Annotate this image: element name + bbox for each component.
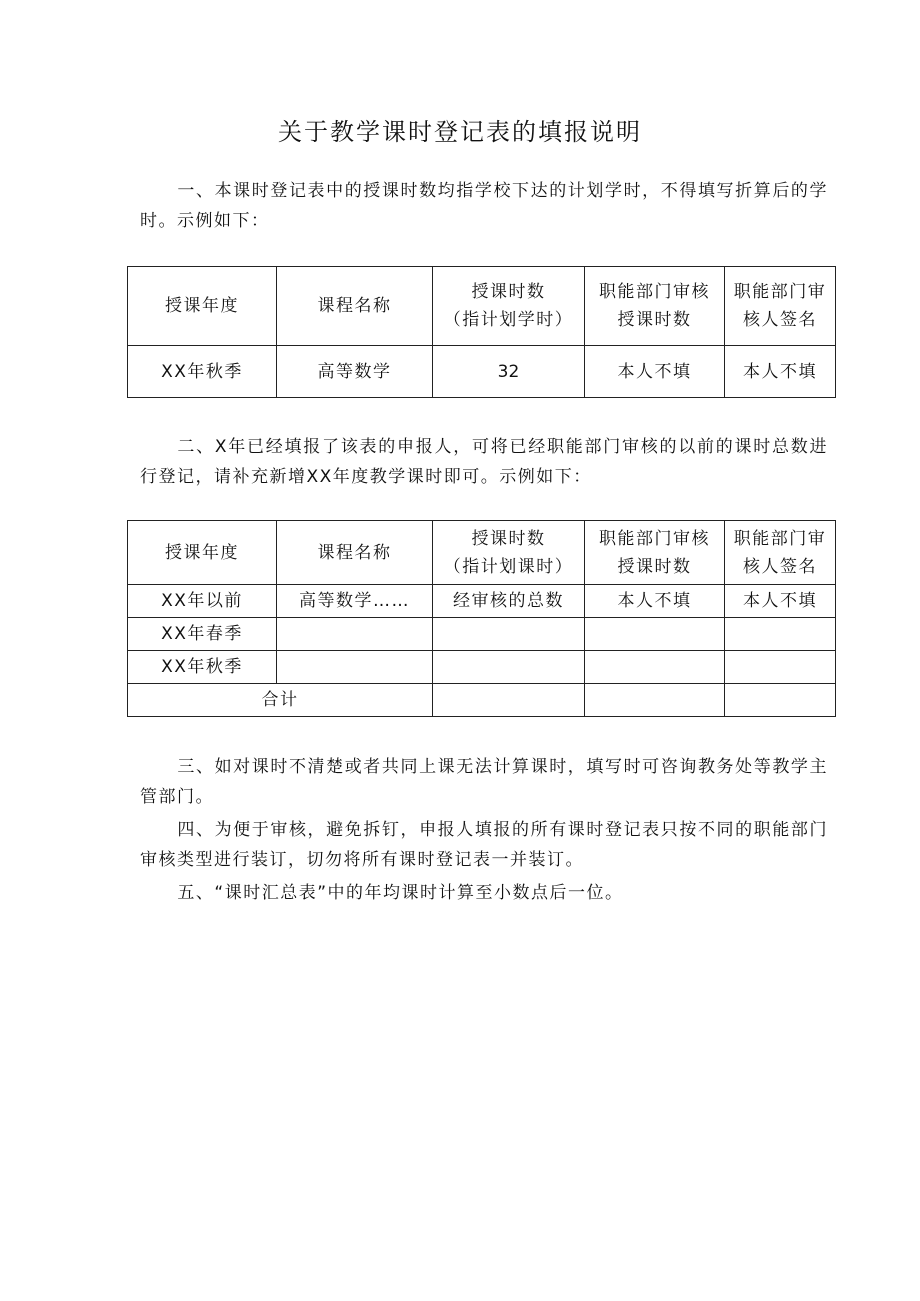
cell-course: 高等数学 (277, 346, 433, 398)
cell-signature: 本人不填 (725, 346, 836, 398)
cell-hours: 32 (433, 346, 585, 398)
header-dept-hours-line2: 授课时数 (617, 310, 692, 330)
cell-total-signature (725, 684, 836, 717)
example-table-1 (127, 266, 836, 398)
header-hours-line1: 授课时数 (471, 528, 546, 549)
cell-course (277, 651, 433, 684)
cell-hours (433, 618, 585, 651)
table-header-row (128, 267, 836, 346)
cell-year: XX年秋季 (128, 651, 277, 684)
header-course: 课程名称 (277, 521, 433, 585)
paragraph-5: 五、“课时汇总表”中的年均课时计算至小数点后一位。 (177, 883, 624, 903)
cell-signature (725, 618, 836, 651)
paragraph-1: 一、本课时登记表中的授课时数均指学校下达的计划学时，不得填写折算后的学时。示例如下： (140, 181, 828, 231)
table-row (128, 346, 836, 398)
header-signature (725, 267, 836, 346)
header-year: 授课年度 (128, 521, 277, 585)
table-row (128, 585, 836, 618)
example-table-2 (127, 520, 836, 717)
header-signature-line2: 核人签名 (743, 310, 817, 330)
header-signature-line2: 核人签名 (743, 556, 817, 577)
paragraph-2: 二、X年已经填报了该表的申报人，可将已经职能部门审核的以前的课时总数进行登记，请补充新增XX年度教学课时即可。示例如下： (140, 437, 828, 487)
cell-signature (725, 651, 836, 684)
header-dept-hours-line2: 授课时数 (617, 556, 692, 577)
cell-course (277, 618, 433, 651)
table-row (128, 618, 836, 651)
header-dept-hours (585, 267, 725, 346)
header-dept-hours-line1: 职能部门审核 (599, 528, 710, 549)
table-header-row (128, 521, 836, 585)
header-hours-line2: （指计划课时） (443, 556, 574, 577)
table-row (128, 651, 836, 684)
cell-total-dept-hours (585, 684, 725, 717)
cell-year: XX年秋季 (128, 346, 277, 398)
cell-year: XX年以前 (128, 585, 277, 618)
header-hours-line2: （指计划学时） (443, 310, 574, 330)
header-year: 授课年度 (128, 267, 277, 346)
table-total-row (128, 684, 836, 717)
header-signature-line1: 职能部门审 (733, 528, 827, 549)
header-dept-hours-line1: 职能部门审核 (599, 282, 710, 302)
cell-total-label: 合计 (128, 684, 433, 717)
paragraph-4: 四、为便于审核，避免拆钉，申报人填报的所有课时登记表只按不同的职能部门审核类型进行装订，切勿将所有课时登记表一并装订。 (140, 820, 828, 870)
cell-dept-hours: 本人不填 (585, 346, 725, 398)
header-hours (433, 267, 585, 346)
cell-hours: 经审核的总数 (433, 585, 585, 618)
cell-dept-hours: 本人不填 (585, 585, 725, 618)
cell-signature: 本人不填 (725, 585, 836, 618)
page-title: 关于教学课时登记表的填报说明 (278, 118, 642, 146)
header-course: 课程名称 (277, 267, 433, 346)
paragraph-3: 三、如对课时不清楚或者共同上课无法计算课时，填写时可咨询教务处等教学主管部门。 (140, 757, 828, 807)
header-hours (433, 521, 585, 585)
cell-year: XX年春季 (128, 618, 277, 651)
cell-dept-hours (585, 651, 725, 684)
header-hours-line1: 授课时数 (471, 282, 546, 302)
cell-total-hours (433, 684, 585, 717)
header-dept-hours (585, 521, 725, 585)
cell-course: 高等数学…… (277, 585, 433, 618)
cell-dept-hours (585, 618, 725, 651)
header-signature (725, 521, 836, 585)
cell-hours (433, 651, 585, 684)
header-signature-line1: 职能部门审 (733, 282, 827, 302)
